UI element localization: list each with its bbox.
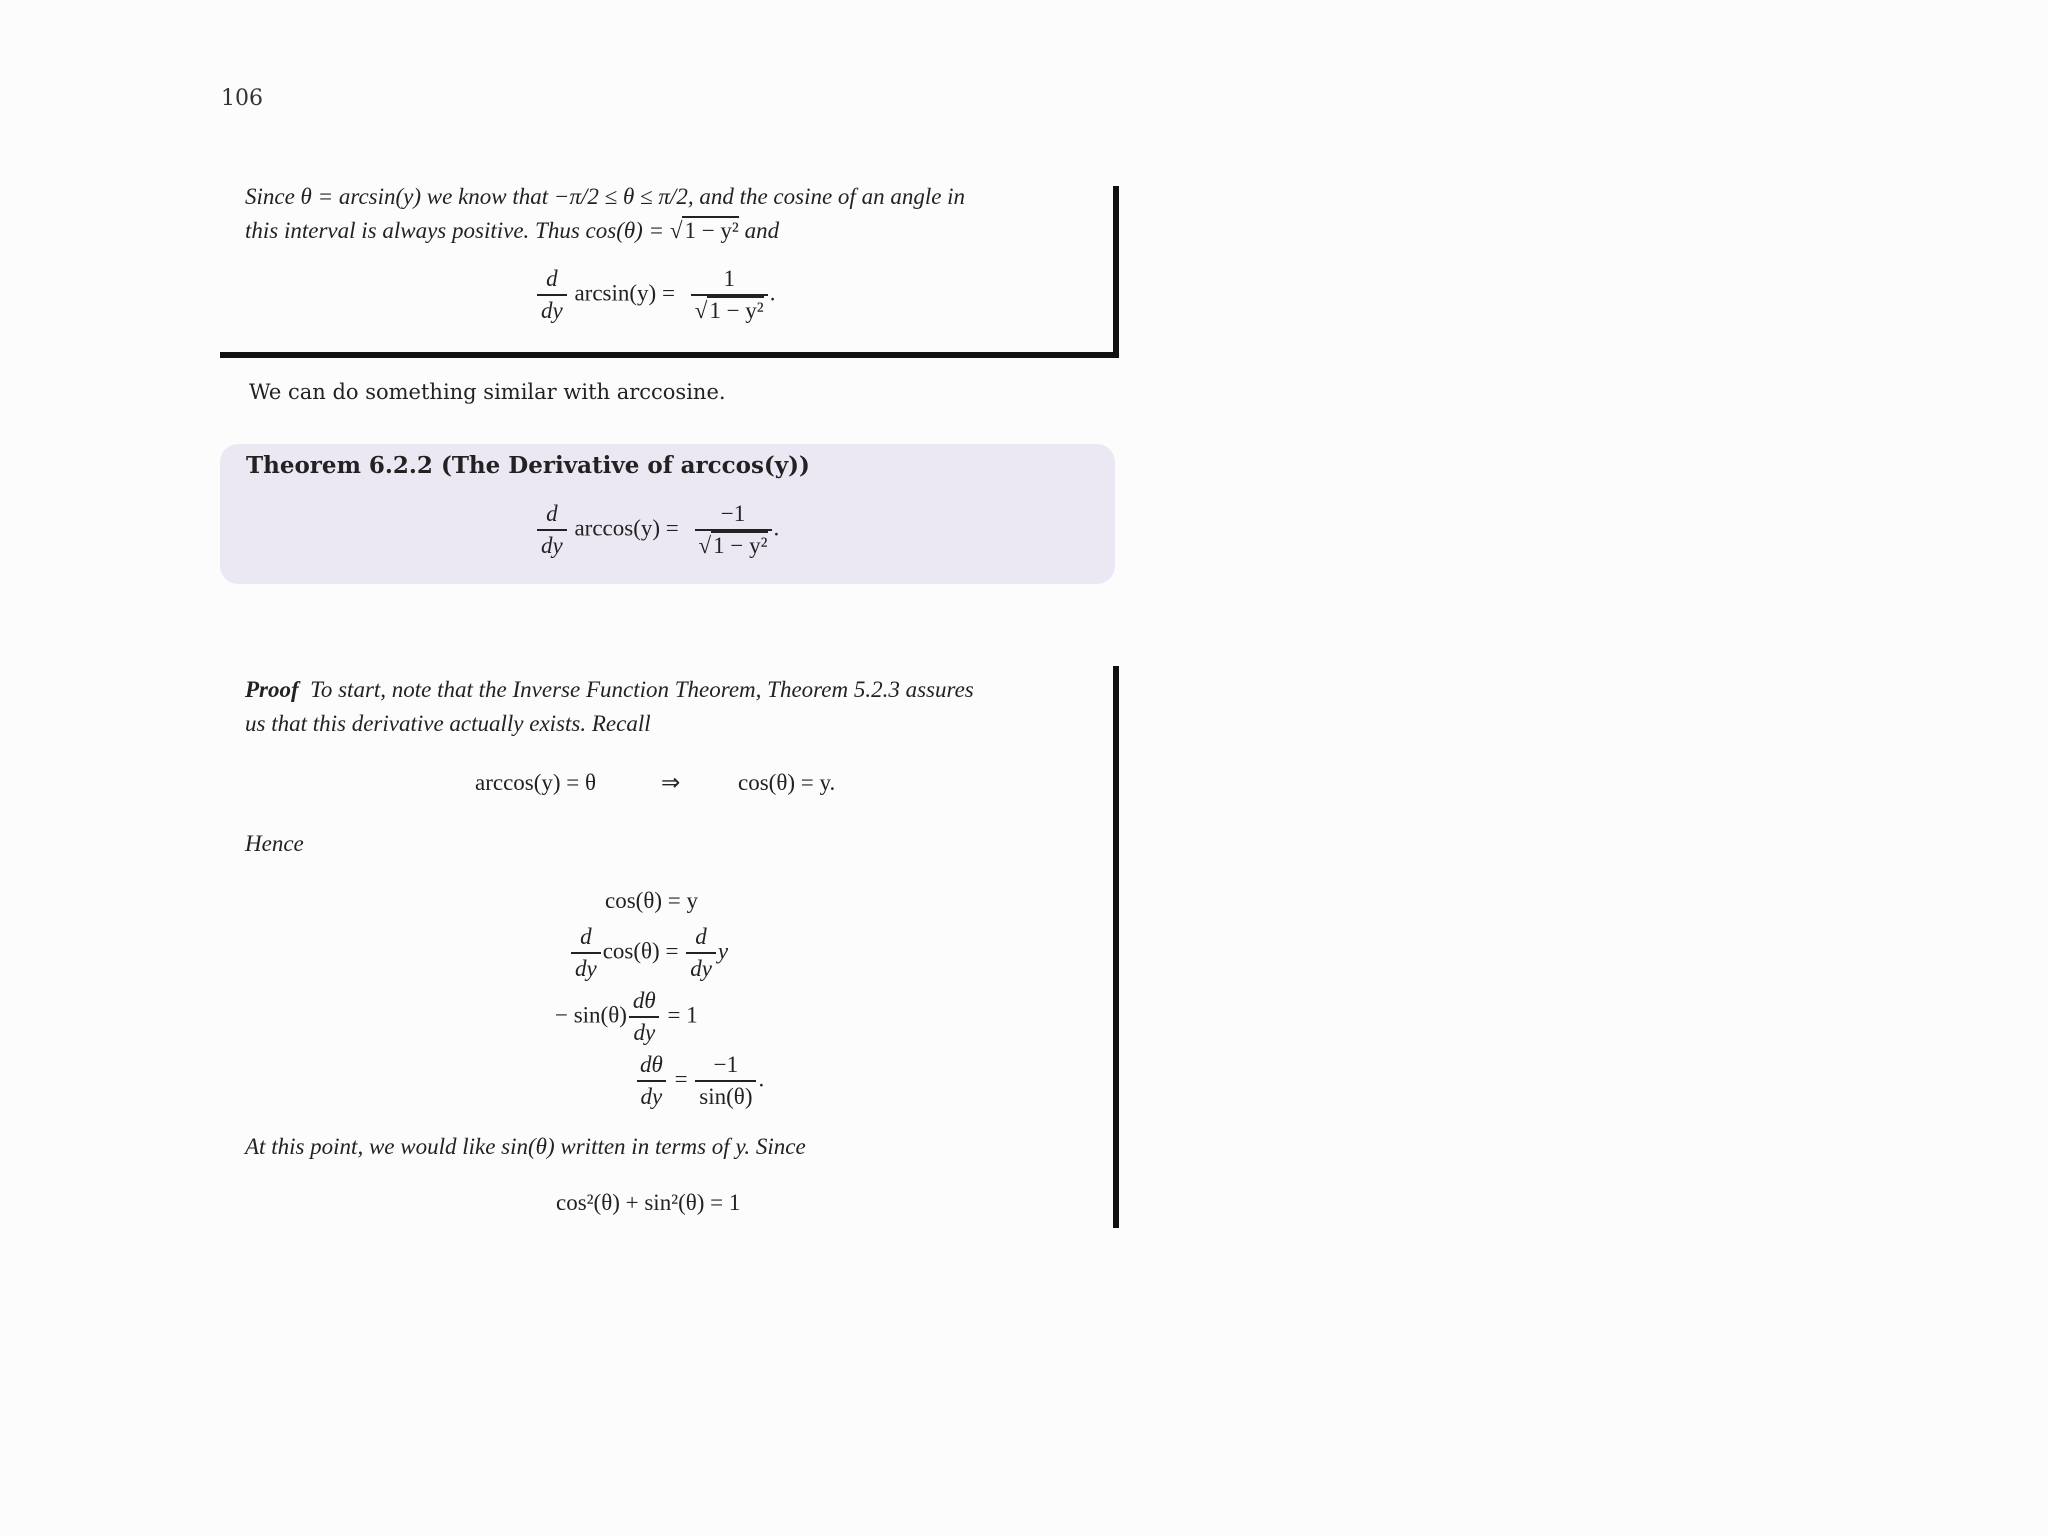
frac-numerator: 1 bbox=[723, 266, 735, 291]
align-row-3-left: − sin(θ) bbox=[555, 1002, 627, 1028]
equation-period: . bbox=[769, 280, 776, 306]
equation-period: . bbox=[758, 1066, 765, 1092]
frac-numerator: d bbox=[546, 501, 558, 526]
transition-text: We can do something similar with arccosine. bbox=[249, 380, 726, 404]
pythagorean-identity: cos²(θ) + sin²(θ) = 1 bbox=[556, 1190, 741, 1215]
arcsin-derivative-equation: $\frac{d}{dy}$ arcsin(y) = $\frac{1}{\text{√1 − y²}}$ . bbox=[535, 264, 775, 326]
top-box-line-2: this interval is always positive. Thus cos(θ) = √1 − y² and bbox=[245, 218, 780, 243]
frac-denominator: dy bbox=[537, 294, 567, 326]
top-box-line-2-text: this interval is always positive. Thus cos(θ) = bbox=[245, 218, 670, 243]
align-row-2-middle: cos(θ) = bbox=[602, 938, 679, 964]
frac-numerator: −1 bbox=[720, 501, 746, 526]
frac-denominator: 1 − y² bbox=[713, 533, 768, 558]
frac-denominator: dy bbox=[629, 1016, 659, 1048]
arccos-derivative-equation: $\frac{d}{dy}$ arccos(y) = $\frac{-1}{\text{√1 − y²}}$ . bbox=[535, 499, 779, 561]
frac-denominator: dy bbox=[686, 952, 716, 984]
align-row-1: cos(θ) = y bbox=[605, 888, 698, 913]
frac-numerator: dθ bbox=[640, 1052, 663, 1077]
hence-text: Hence bbox=[245, 831, 304, 856]
theorem-title: Theorem 6.2.2 (The Derivative of arccos(y)) bbox=[246, 452, 810, 479]
frac-denominator: sin(θ) bbox=[695, 1080, 756, 1112]
proof-line-2: us that this derivative actually exists. Recall bbox=[245, 711, 651, 736]
align-row-2-y: y bbox=[717, 938, 729, 964]
align-row-3-right: = 1 bbox=[667, 1002, 698, 1028]
frac-numerator: d bbox=[546, 266, 558, 291]
proof-line-1 bbox=[245, 673, 974, 707]
frac-numerator: d bbox=[580, 924, 592, 949]
recall-right: cos(θ) = y. bbox=[738, 770, 836, 795]
frac-denominator: dy bbox=[571, 952, 601, 984]
at-this-point-text: At this point, we would like sin(θ) written in terms of y. Since bbox=[245, 1134, 806, 1159]
frac-numerator: −1 bbox=[713, 1052, 739, 1077]
sqrt-expression: 1 − y² bbox=[684, 218, 739, 243]
frac-denominator: 1 − y² bbox=[709, 298, 764, 323]
align-row-4 bbox=[634, 1050, 764, 1112]
top-box-line-2-end: and bbox=[738, 218, 780, 243]
equation-period: . bbox=[773, 515, 780, 541]
proof-label: Proof bbox=[245, 677, 299, 702]
align-row-3 bbox=[555, 986, 698, 1048]
equation-middle: arccos(y) = bbox=[574, 515, 679, 541]
align-row-2 bbox=[569, 922, 728, 984]
frac-numerator: dθ bbox=[632, 988, 656, 1013]
page-number: 106 bbox=[221, 86, 263, 111]
top-box-line-1: Since θ = arcsin(y) we know that −π/2 ≤ θ ≤ π/2, and the cosine of an angle in bbox=[245, 184, 966, 209]
proof-line-1-text: To start, note that the Inverse Function Theorem, Theorem 5.2.3 assures bbox=[310, 677, 974, 702]
frac-denominator: dy bbox=[537, 529, 567, 561]
recall-left: arccos(y) = θ bbox=[475, 770, 597, 795]
frac-denominator: dy bbox=[637, 1080, 667, 1112]
equation-middle: arcsin(y) = bbox=[574, 280, 675, 306]
frac-numerator: d bbox=[695, 924, 707, 949]
implies-arrow: ⇒ bbox=[661, 770, 681, 795]
align-row-4-equals: = bbox=[674, 1066, 688, 1092]
